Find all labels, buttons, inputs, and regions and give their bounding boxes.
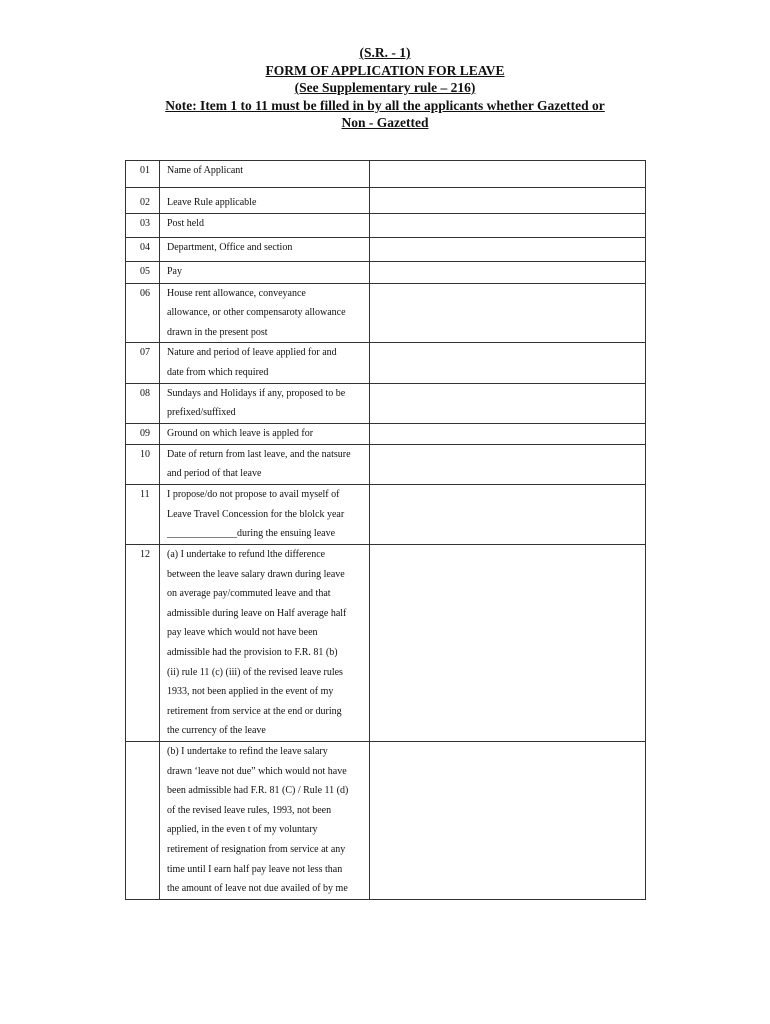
item-label-line: on average pay/commuted leave and that [167, 588, 331, 600]
item-entry-field[interactable] [370, 283, 646, 343]
form-title: FORM OF APPLICATION FOR LEAVE [265, 62, 505, 78]
form-row [126, 343, 646, 383]
item-number [126, 741, 160, 899]
item-label-line: (ii) rule 11 (c) (iii) of the revised leave rules [167, 666, 343, 678]
item-label [160, 484, 370, 544]
item-label-line: and period of that leave [167, 468, 262, 480]
form-row [126, 188, 646, 214]
item-entry-field[interactable] [370, 261, 646, 283]
item-entry-field[interactable] [370, 544, 646, 741]
item-label-line: Pay [167, 265, 182, 277]
item-entry-field[interactable] [370, 423, 646, 444]
item-label-line: retirement of resignation from service at any [167, 843, 346, 855]
item-number: 12 [126, 544, 160, 741]
item-label-line: Date of return from last leave, and the natsure [167, 448, 351, 460]
item-label-line: pay leave which would not have been [167, 627, 318, 639]
item-entry-field[interactable] [370, 237, 646, 261]
item-label-line: between the leave salary drawn during leave [167, 568, 345, 580]
item-label [160, 161, 370, 188]
item-label [160, 383, 370, 423]
item-label [160, 283, 370, 343]
item-label-line: time until I earn half pay leave not less than [167, 863, 343, 875]
item-label [160, 423, 370, 444]
item-label-line: ______________during the ensuing leave [167, 528, 336, 540]
item-number: 03 [126, 213, 160, 237]
item-number: 11 [126, 484, 160, 544]
item-label-line: retirement from service at the end or during [167, 705, 342, 717]
item-label-line: admissible during leave on Half average half [167, 607, 347, 619]
item-number: 10 [126, 444, 160, 484]
item-label-line: Sundays and Holidays if any, proposed to be [167, 387, 346, 399]
item-label-line: 1933, not been applied in the event of my [167, 686, 334, 698]
item-number: 09 [126, 423, 160, 444]
form-row [126, 261, 646, 283]
item-label-line: date from which required [167, 366, 269, 378]
item-label [160, 188, 370, 214]
item-label-line: applied, in the even t of my voluntary [167, 824, 318, 836]
item-label-line: prefixed/suffixed [167, 407, 236, 419]
form-row [126, 237, 646, 261]
item-entry-field[interactable] [370, 444, 646, 484]
form-code: (S.R. - 1) [359, 45, 411, 60]
item-label-line: Leave Rule applicable [167, 197, 257, 208]
item-entry-field[interactable] [370, 343, 646, 383]
application-form-table [125, 160, 646, 900]
item-label [160, 544, 370, 741]
item-entry-field[interactable] [370, 383, 646, 423]
item-label-line: (b) I undertake to refind the leave salary [167, 745, 328, 757]
item-label-line: the currency of the leave [167, 725, 266, 737]
form-row [126, 484, 646, 544]
item-entry-field[interactable] [370, 161, 646, 188]
form-row [126, 161, 646, 188]
form-row [126, 544, 646, 741]
item-number: 04 [126, 237, 160, 261]
item-number: 02 [126, 188, 160, 214]
item-number: 01 [126, 161, 160, 188]
item-label-line: admissible had the provision to F.R. 81 (b) [167, 646, 338, 658]
item-label [160, 741, 370, 899]
form-row [126, 741, 646, 899]
item-label-line: been admissible had F.R. 81 (C) / Rule 11 (d) [167, 785, 349, 797]
item-number: 08 [126, 383, 160, 423]
item-label-line: of the revised leave rules, 1993, not been [167, 804, 332, 816]
item-label-line: Department, Office and section [167, 241, 293, 253]
form-row [126, 213, 646, 237]
item-label-line: I propose/do not propose to avail myself of [167, 488, 340, 500]
item-number: 07 [126, 343, 160, 383]
form-table-body [126, 161, 646, 900]
item-label-line: House rent allowance, conveyance [167, 287, 306, 299]
item-label [160, 213, 370, 237]
form-header [0, 44, 770, 132]
item-entry-field[interactable] [370, 213, 646, 237]
item-entry-field[interactable] [370, 188, 646, 214]
item-number: 06 [126, 283, 160, 343]
item-label-line: Nature and period of leave applied for and [167, 347, 337, 359]
item-label-line: drawn ‘leave not due” which would not have [167, 765, 347, 777]
form-subtitle: (See Supplementary rule – 216) [294, 80, 476, 95]
item-label-line: Name of Applicant [167, 165, 244, 176]
item-label [160, 343, 370, 383]
item-entry-field[interactable] [370, 741, 646, 899]
item-label-line: Post held [167, 217, 204, 229]
item-label-line: allowance, or other compensaroty allowance [167, 307, 346, 319]
item-label-line: Leave Travel Concession for the blolck year [167, 508, 345, 520]
item-label [160, 444, 370, 484]
item-label [160, 261, 370, 283]
item-label-line: (a) I undertake to refund lthe difference [167, 548, 326, 560]
item-entry-field[interactable] [370, 484, 646, 544]
item-label-line: Ground on which leave is appled for [167, 427, 314, 439]
form-row [126, 383, 646, 423]
item-label-line: the amount of leave not due availed of by me [167, 883, 348, 895]
item-label [160, 237, 370, 261]
item-label-line: drawn in the present post [167, 326, 268, 338]
form-row [126, 423, 646, 444]
form-note: Note: Item 1 to 11 must be filled in by all the applicants whether Gazetted or [165, 97, 605, 113]
form-note-continued: Non - Gazetted [341, 115, 429, 130]
item-number: 05 [126, 261, 160, 283]
form-row [126, 283, 646, 343]
form-row [126, 444, 646, 484]
